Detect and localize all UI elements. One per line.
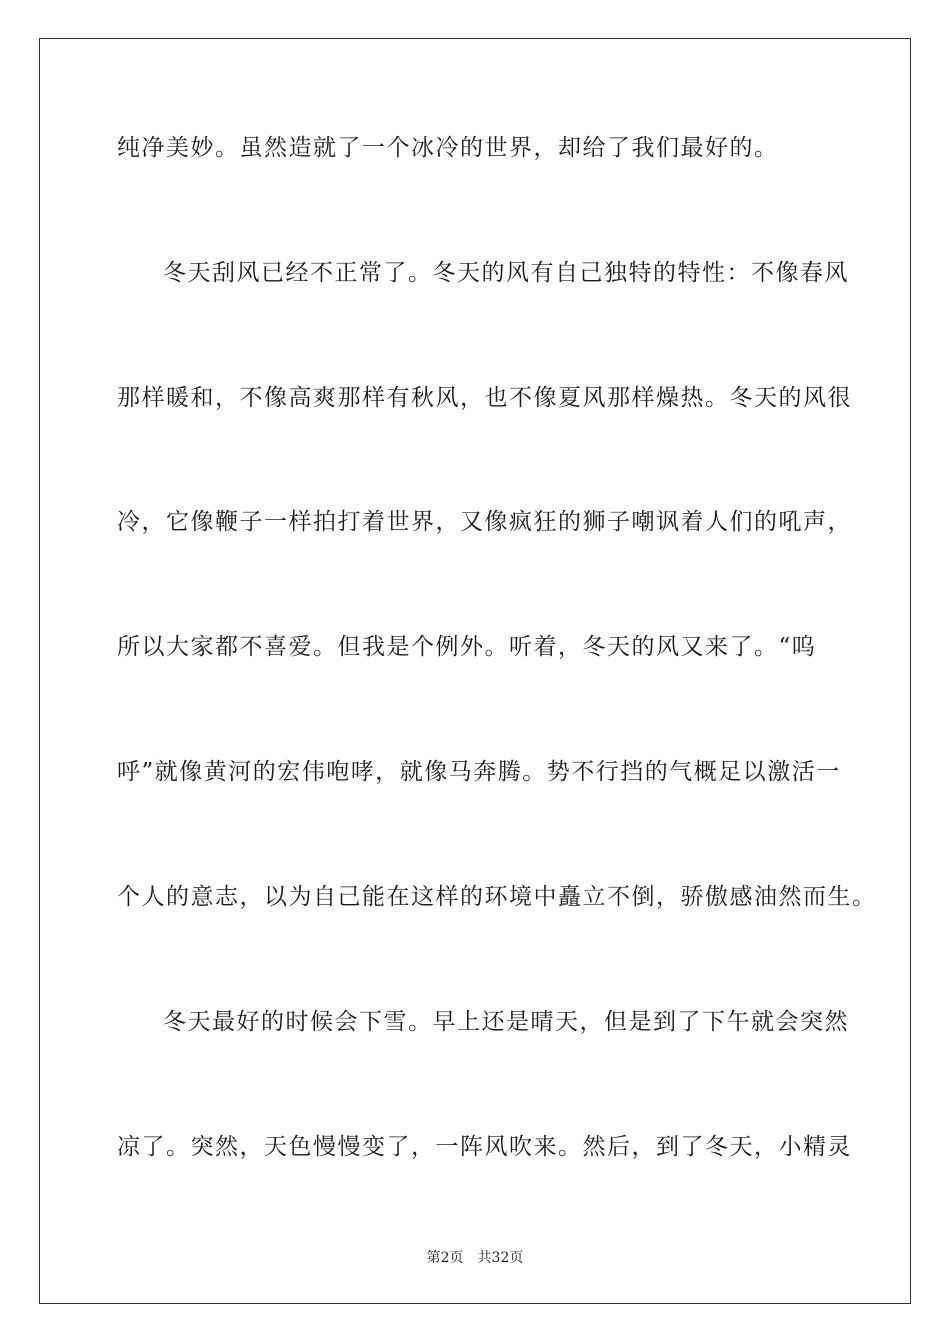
- text-line: 冷，它像鞭子一样拍打着世界，又像疯狂的狮子嘲讽着人们的吼声，: [117, 509, 852, 535]
- text-line: 呼”就像黄河的宏伟咆哮，就像马奔腾。势不行挡的气概足以激活一: [117, 759, 841, 785]
- paragraph-start-line: 冬天最好的时候会下雪。早上还是晴天，但是到了下午就会突然: [163, 1009, 849, 1035]
- text-line: 个人的意志，以为自己能在这样的环境中矗立不倒，骄傲感油然而生。: [117, 884, 877, 910]
- total-pages: 共32页: [477, 1250, 524, 1266]
- text-line: 所以大家都不喜爱。但我是个例外。听着，冬天的风又来了。“呜: [117, 634, 817, 660]
- page-footer: [0, 1248, 950, 1268]
- text-line: 凉了。突然，天色慢慢变了，一阵风吹来。然后，到了冬天，小精灵: [117, 1134, 852, 1160]
- page-frame: [39, 38, 911, 1304]
- paragraph-start-line: 冬天刮风已经不正常了。冬天的风有自己独特的特性：不像春风: [163, 260, 849, 286]
- text-line: 纯净美妙。虽然造就了一个冰冷的世界，却给了我们最好的。: [117, 135, 779, 161]
- page-number: 第2页: [426, 1250, 464, 1266]
- text-line: 那样暖和，不像高爽那样有秋风，也不像夏风那样燥热。冬天的风很: [117, 385, 852, 411]
